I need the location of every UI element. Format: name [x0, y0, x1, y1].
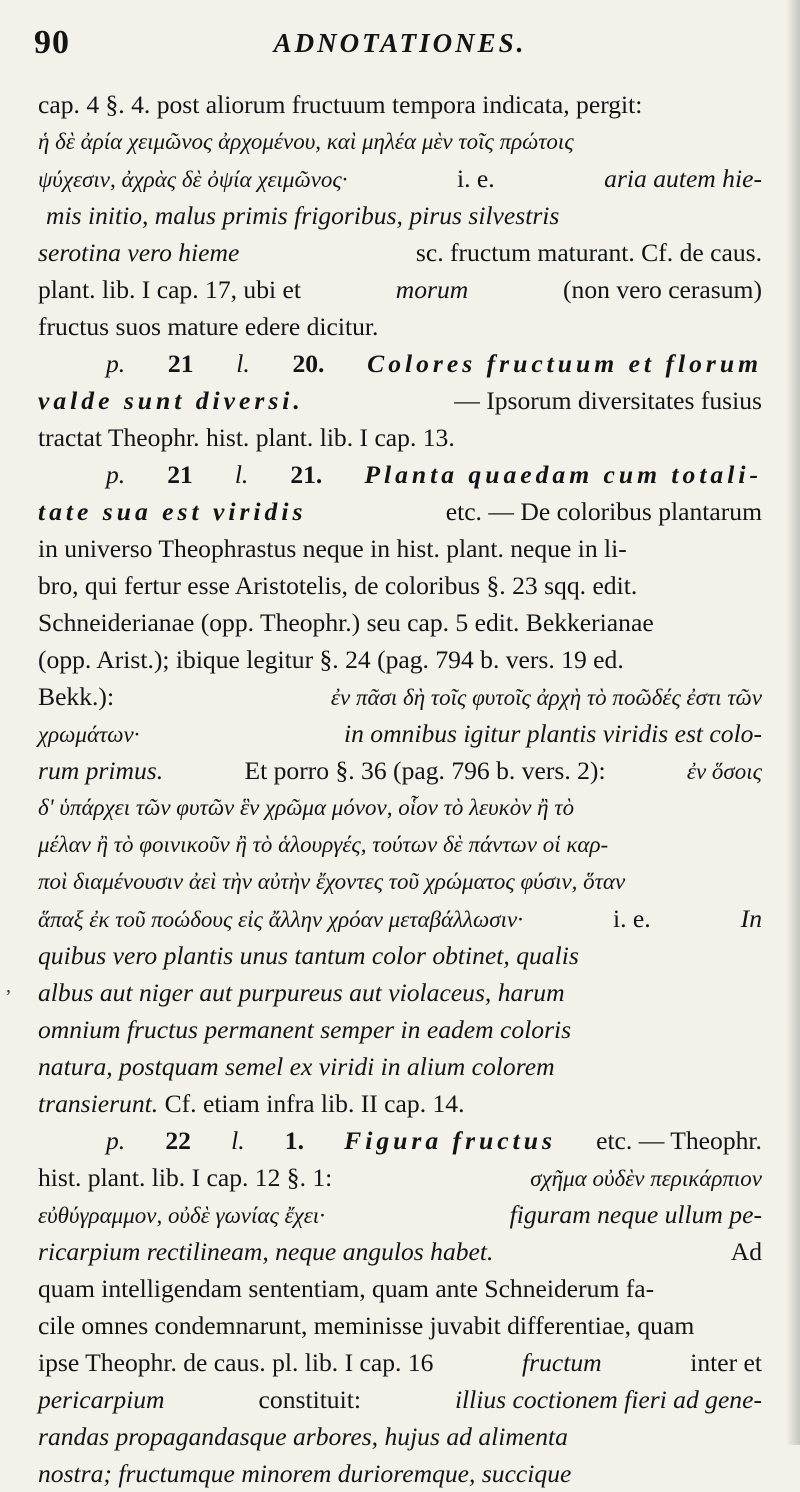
greek-text: δ' ὑπάρχει τῶν φυτῶν ἓν χρῶμα μόνον, οἷον τὸ λευκὸν ἢ τὸ [38, 795, 575, 820]
text-span: hist. plant. lib. I cap. 12 §. 1: [38, 1163, 339, 1192]
text-line [38, 1159, 762, 1196]
italic-text: morum [395, 275, 469, 304]
text-line [38, 123, 762, 160]
italic-text: p. [106, 349, 126, 378]
text-span: Et porro §. 36 (pag. 796 b. vers. 2): [238, 756, 612, 785]
italic-text: ricarpium rectilineam, neque angulos habet. [38, 1237, 494, 1266]
italic-text: omnium fructus permanent semper in eadem coloris [38, 1015, 572, 1044]
italic-text: randas propagandasque arbores, hujus ad alimenta [38, 1422, 568, 1451]
page-number: 90 [34, 24, 70, 61]
text-line [38, 86, 762, 123]
text-line [38, 1418, 762, 1455]
text-line [38, 974, 762, 1011]
text-line [38, 1270, 762, 1307]
italic-text: p. [106, 1126, 126, 1155]
italic-text: mis initio, malus primis frigoribus, pirus silvestris [46, 201, 560, 230]
text-line [38, 1307, 762, 1344]
italic-text: fructum [522, 1348, 602, 1377]
italic-text: illius coctionem fieri ad gene- [454, 1385, 762, 1414]
greek-text: ἡ δὲ ἀρία χειμῶνος ἀρχομένου, καὶ μηλέα μὲν τοῖς πρώτοις [38, 129, 574, 154]
italic-text: pericarpium [38, 1385, 165, 1414]
text-line [38, 308, 762, 345]
text-span: 1. [278, 1126, 311, 1155]
spaced-lemma: Figura fructus [344, 1126, 556, 1155]
text-line [38, 345, 762, 382]
greek-text: ἐν ὅσοις [686, 759, 762, 784]
text-span: fructus suos mature edere dicitur. [38, 312, 379, 341]
italic-text: natura, postquam semel ex viridi in alium colorem [38, 1052, 555, 1081]
italic-text: transierunt. [38, 1089, 159, 1118]
text-line [38, 789, 762, 826]
greek-text: ψύχεσιν, ἀχρὰς δὲ ὀψία χειμῶνος· [38, 167, 348, 192]
text-span: cap. 4 §. 4. post aliorum fructuum tempora indicata, pergit: [38, 90, 643, 119]
italic-text: nostra; fructumque minorem durioremque, succique [38, 1459, 572, 1488]
spaced-lemma: Colores fructuum et florum [367, 349, 762, 378]
italic-text: p. [106, 460, 126, 489]
text-line [38, 900, 762, 937]
text-line [38, 493, 762, 530]
text-span: etc. — De coloribus plantarum [439, 497, 762, 526]
text-span: tractat Theophr. hist. plant. lib. I cap. 13. [38, 423, 455, 452]
text-span: 21 [161, 349, 200, 378]
italic-text: serotina vero hieme [38, 238, 240, 267]
text-line [38, 863, 762, 900]
text-span: ipse Theophr. de caus. pl. lib. I cap. 16 [38, 1348, 440, 1377]
text-line [38, 1381, 762, 1418]
annotation-text [38, 86, 762, 1492]
text-line [38, 271, 762, 308]
text-span: 21 [160, 460, 200, 489]
text-line [38, 419, 762, 456]
greek-text: σχῆμα οὐδὲν περικάρπιον [530, 1166, 762, 1191]
text-line [38, 1344, 762, 1381]
page-header [0, 24, 800, 66]
text-span: i. e. [606, 904, 658, 933]
greek-text: εὐθύγραμμον, οὐδὲ γωνίας ἔχει· [38, 1203, 325, 1228]
text-span: in universo Theophrastus neque in hist. plant. neque in li- [38, 534, 627, 563]
italic-text: figuram neque ullum pe- [503, 1200, 762, 1229]
greek-text: ἐν πᾶσι δὴ τοῖς φυτοῖς ἀρχὴ τὸ ποῶδές ἐστι τῶν [330, 685, 762, 710]
running-head: ADNOTATIONES. [273, 28, 527, 58]
italic-text: albus aut niger aut purpureus aut violaceus, harum [38, 978, 565, 1007]
text-span: 21. [283, 460, 329, 489]
text-line [38, 197, 762, 234]
margin-mark: , [6, 975, 11, 997]
greek-text: ἅπαξ ἐκ τοῦ ποώδους εἰς ἄλλην χρόαν μεταβάλλωσιν· [38, 907, 523, 932]
text-line [38, 1011, 762, 1048]
text-line [38, 678, 762, 715]
text-line [38, 382, 762, 419]
text-line [38, 752, 762, 789]
greek-text: ποὶ διαμένουσιν ἀεὶ τὴν αὐτὴν ἔχοντες τοῦ χρώματος φύσιν, ὅταν [38, 869, 626, 894]
spaced-lemma: valde sunt diversi. [38, 386, 304, 415]
text-line [38, 1233, 762, 1270]
text-span: 22 [158, 1126, 198, 1155]
spaced-lemma: tate sua est viridis [38, 497, 307, 526]
text-span: (non vero cerasum) [556, 275, 762, 304]
text-span: 20. [286, 349, 331, 378]
italic-text: rum primus. [38, 756, 164, 785]
greek-text: χρωμάτων· [38, 722, 140, 747]
text-span: bro, qui fertur esse Aristotelis, de coloribus §. 23 sqq. edit. [38, 571, 638, 600]
text-line [38, 1196, 762, 1233]
text-span: cile omnes condemnarunt, meminisse juvabit differentiae, quam [38, 1311, 695, 1340]
text-span: Cf. etiam infra lib. II cap. 14. [158, 1089, 465, 1118]
text-line [38, 1455, 762, 1492]
spaced-lemma: Planta quaedam cum totali- [364, 460, 762, 489]
text-span: constituit: [252, 1385, 368, 1414]
text-span: inter et [683, 1348, 762, 1377]
text-span: Bekk.): [38, 682, 121, 711]
text-line [38, 826, 762, 863]
text-span: Ad [725, 1237, 762, 1266]
text-line [38, 937, 762, 974]
text-line [38, 160, 762, 197]
text-line [38, 456, 762, 493]
text-line [38, 604, 762, 641]
italic-text: l. [236, 349, 250, 378]
italic-text: l. [231, 1126, 245, 1155]
text-span: quam intelligendam sententiam, quam ante Schneiderum fa- [38, 1274, 655, 1303]
text-span: etc. — Theophr. [589, 1126, 762, 1155]
text-line [38, 530, 762, 567]
text-span: — Ipsorum diversitates fusius [447, 386, 762, 415]
text-span: plant. lib. I cap. 17, ubi et [38, 275, 308, 304]
text-line [38, 234, 762, 271]
text-span: Schneiderianae (opp. Theophr.) seu cap. 5 edit. Bekkerianae [38, 608, 654, 637]
italic-text: in omnibus igitur plantis viridis est colo- [337, 719, 762, 748]
italic-text: aria autem hie- [604, 164, 762, 193]
text-line [38, 1085, 762, 1122]
italic-text: In [740, 904, 762, 933]
page-edge-shadow [786, 0, 800, 1445]
text-line [38, 1048, 762, 1085]
text-span: (opp. Arist.); ibique legitur §. 24 (pag. 794 b. vers. 19 ed. [38, 645, 624, 674]
italic-text: quibus vero plantis unus tantum color obtinet, qualis [38, 941, 579, 970]
text-span: i. e. [450, 164, 502, 193]
text-line [38, 715, 762, 752]
text-line [38, 567, 762, 604]
text-line [38, 641, 762, 678]
italic-text: l. [234, 460, 249, 489]
text-span: sc. fructum maturant. Cf. de caus. [409, 238, 762, 267]
greek-text: μέλαν ἢ τὸ φοινικοῦν ἢ τὸ ἁλουργές, τούτων δὲ πάντων οἱ καρ- [38, 832, 609, 857]
text-line [38, 1122, 762, 1159]
